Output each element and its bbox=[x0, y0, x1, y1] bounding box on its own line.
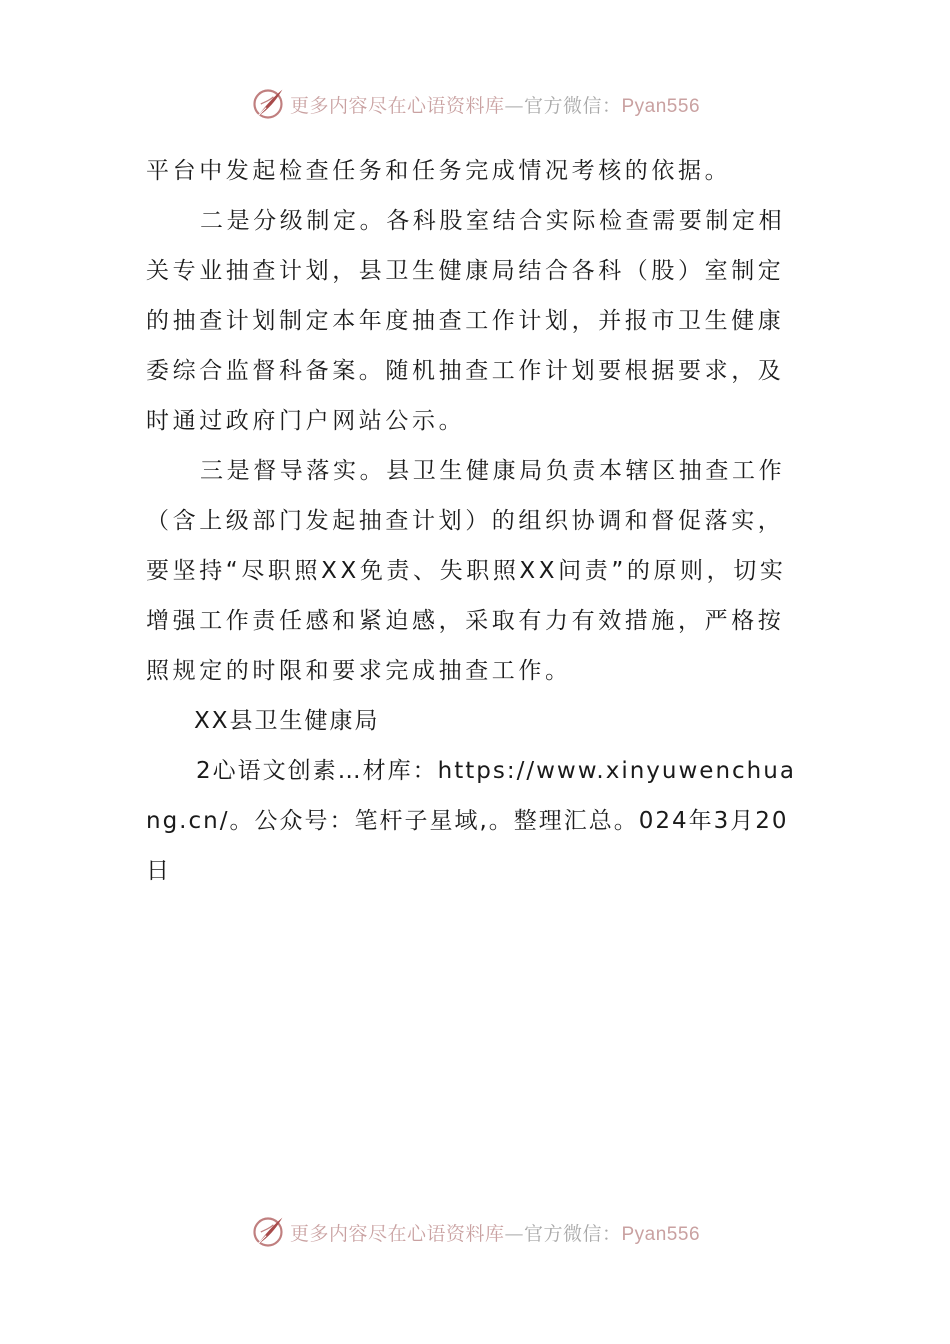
watermark-main-text: 更多内容尽在心语资料库 bbox=[289, 94, 505, 117]
watermark-wechat-id: Pyan556 bbox=[621, 1223, 701, 1245]
quill-pen-logo-icon bbox=[250, 86, 286, 122]
watermark-separator: — bbox=[504, 94, 524, 117]
watermark-label: 官方微信： bbox=[523, 94, 622, 117]
document-body bbox=[146, 146, 808, 896]
watermark-separator: — bbox=[504, 1222, 524, 1245]
watermark-label: 官方微信： bbox=[523, 1222, 622, 1245]
paragraph-supervision: 三是督导落实。县卫生健康局负责本辖区抽查工作（含上级部门发起抽查计划）的组织协调和督促落实，要坚持“尽职照XX免责、失职照XX问责”的原则，切实增强工作责任感和紧迫感，采取有力有效措施，严格按照规定的时限和要求完成抽查工作。 bbox=[146, 458, 787, 684]
quill-pen-logo-icon bbox=[250, 1214, 286, 1250]
paragraph-tiered-planning: 二是分级制定。各科股室结合实际检查需要制定相关专业抽查计划，县卫生健康局结合各科（股）室制定的抽查计划制定本年度抽查工作计划，并报市卫生健康委综合监督科备案。随机抽查工作计划要根据要求，及时通过政府门户网站公示。 bbox=[146, 208, 786, 434]
watermark-main-text: 更多内容尽在心语资料库 bbox=[289, 1222, 505, 1245]
signature-organization: XX县卫生健康局 bbox=[194, 708, 380, 734]
watermark-header bbox=[0, 84, 950, 124]
paragraph-continuation: 平台中发起检查任务和任务完成情况考核的依据。 bbox=[146, 158, 732, 184]
watermark-footer bbox=[0, 1212, 950, 1252]
watermark-wechat-id: Pyan556 bbox=[621, 95, 701, 117]
source-note-date: 2心语文创素…材库：https://www.xinyuwenchuang.cn/。公众号：笔杆子星域,。整理汇总。024年3月20日 bbox=[146, 758, 796, 884]
